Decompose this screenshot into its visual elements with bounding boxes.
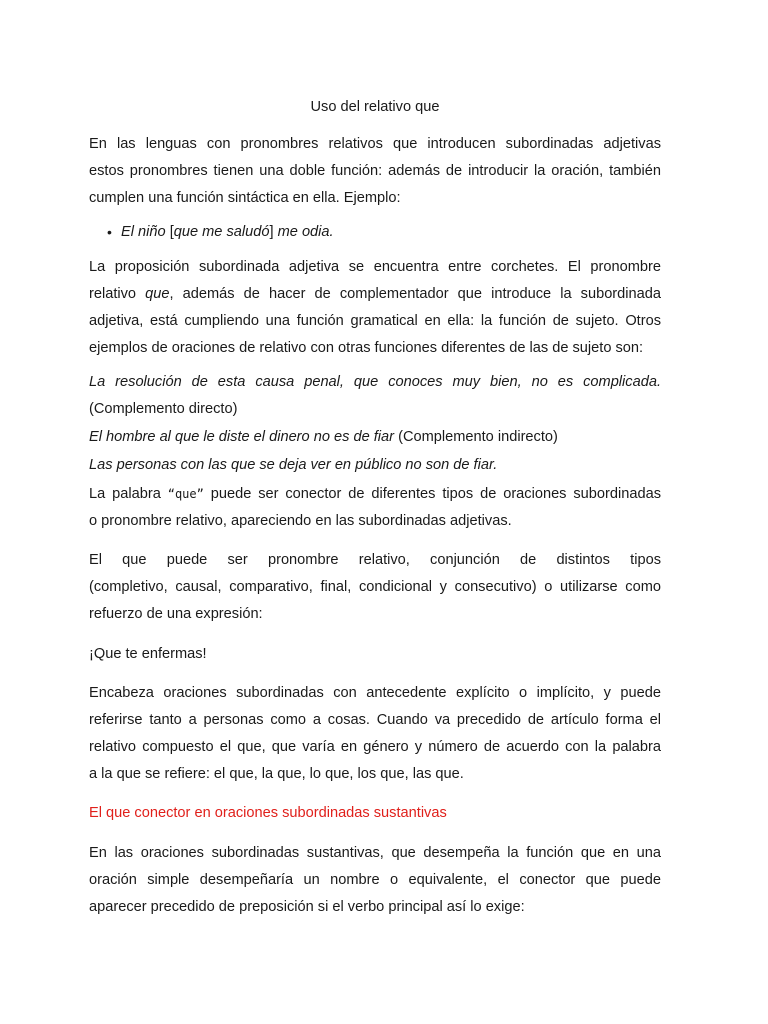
paragraph-line: (completivo, causal, comparativo, final, condicional y consecutivo) o utilizarse como [89,579,661,595]
exclamation-example: ¡Que te enfermas! [89,646,207,662]
paragraph-line: o pronombre relativo, apareciendo en las subordinadas adjetivas. [89,513,512,529]
section-heading: El que conector en oraciones subordinadas sustantivas [89,805,447,821]
example-note: (Complemento indirecto) [394,429,558,445]
paragraph-line: En las oraciones subordinadas sustantivas, que desempeña la función que en una [89,845,661,861]
paragraph-line: La palabra “que” puede ser conector de diferentes tipos de oraciones subordinadas [89,486,662,502]
paragraph-line: relativo que, además de hacer de complementador que introduce la subordinada [89,286,661,302]
bullet-text: El niño [que me saludó] me odia. [121,224,334,240]
example-sentence: El hombre al que le diste el dinero no es de fiar [89,429,395,445]
paragraph-line: Encabeza oraciones subordinadas con antecedente explícito o implícito, y puede [89,685,661,701]
paragraph-line: En las lenguas con pronombres relativos que introducen subordinadas adjetivas [89,136,661,152]
example-sentence: La resolución de esta causa penal, que conoces muy bien, no es complicada. [89,374,661,390]
paragraph-line: referirse tanto a personas como a cosas. Cuando va precedido de artículo forma el [89,712,661,728]
example-note: (Complemento directo) [89,401,238,417]
paragraph-line: oración simple desempeñaría un nombre o equivalente, el conector que puede [89,872,661,888]
document-title: Uso del relativo que [310,99,440,115]
paragraph-line: El que puede ser pronombre relativo, conjunción de distintos tipos [89,552,661,568]
paragraph-line: La proposición subordinada adjetiva se encuentra entre corchetes. El pronombre [89,259,661,275]
paragraph-line: aparecer precedido de preposición si el verbo principal así lo exige: [89,899,525,915]
paragraph-line: a la que se refiere: el que, la que, lo que, los que, las que. [89,766,464,782]
bullet-icon: • [107,224,112,240]
paragraph-line: adjetiva, está cumpliendo una función gramatical en ella: la función de sujeto. Otros [89,313,661,329]
paragraph-line: ejemplos de oraciones de relativo con otras funciones diferentes de las de sujeto son: [89,340,644,356]
paragraph-line: relativo compuesto el que, que varía en género y número de acuerdo con la palabra [89,739,661,755]
paragraph-line: refuerzo de una expresión: [89,606,263,622]
paragraph-line: estos pronombres tienen una doble función: además de introducir la oración, también [89,163,661,179]
paragraph-line: cumplen una función sintáctica en ella. Ejemplo: [89,190,401,206]
example-sentence: Las personas con las que se deja ver en público no son de fiar. [89,457,498,473]
example-line [89,428,661,446]
